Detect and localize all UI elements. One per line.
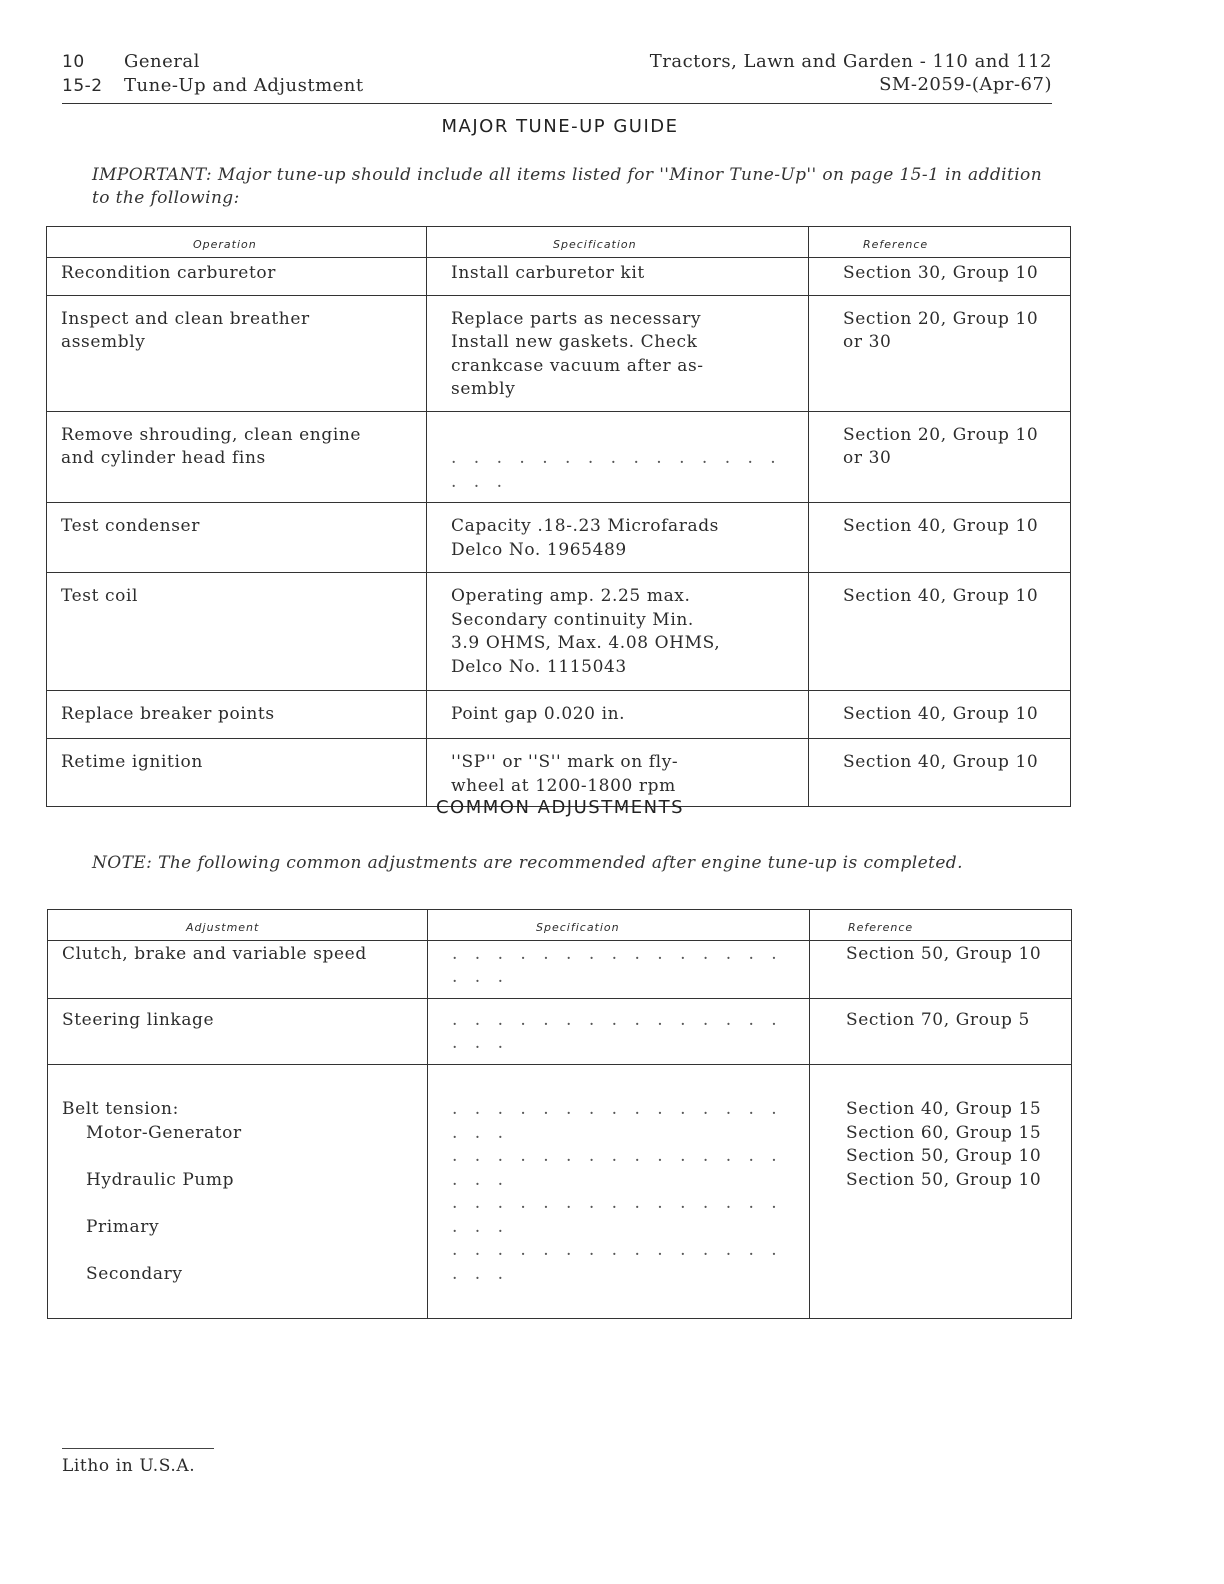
table-row [47, 411, 1071, 503]
specification-cell: Capacity .18-.23 Microfarads Delco No. 1965489 [427, 503, 809, 573]
belt-spec: . . . . . . . . . . . . . . . . . . [452, 1099, 783, 1143]
common-adjustments-note: NOTE: The following common adjustments are recommended after engine tune-up is completed. [92, 853, 963, 873]
section-name: General [124, 51, 200, 72]
specification-cell: Install carburetor kit [427, 257, 809, 295]
reference-cell [810, 1064, 1072, 1318]
table-row [47, 295, 1071, 411]
adjustment-cell [48, 1064, 428, 1318]
specification-cell: ''SP'' or ''S'' mark on fly- wheel at 1200-1800 rpm [427, 739, 809, 807]
specification-cell: Point gap 0.020 in. [427, 691, 809, 739]
reference-cell: Section 70, Group 5 [810, 998, 1072, 1064]
common-adjustments-table [47, 909, 1072, 1319]
belt-item: Motor-Generator [86, 1122, 242, 1143]
table-row [47, 573, 1071, 691]
header-line-1 [62, 50, 364, 74]
major-tuneup-title: MAJOR TUNE-UP GUIDE [441, 116, 679, 137]
column-header-reference: Reference [810, 910, 1072, 941]
belt-reference: Section 40, Group 15 [846, 1099, 1042, 1119]
reference-cell: Section 40, Group 10 [809, 739, 1071, 807]
table-row [47, 503, 1071, 573]
adjustment-cell: Clutch, brake and variable speed [48, 940, 428, 998]
operation-cell: Inspect and clean breather assembly [47, 295, 427, 411]
major-tuneup-note: IMPORTANT: Major tune-up should include all items listed for ''Minor Tune-Up'' on page 15-1 in addition to the following: [92, 165, 1043, 208]
column-header-specification: Specification [427, 227, 809, 258]
belt-item: Hydraulic Pump [86, 1169, 235, 1190]
header-line-2 [62, 74, 364, 98]
belt-spec: . . . . . . . . . . . . . . . . . . [452, 1193, 783, 1237]
operation-cell: Replace breaker points [47, 691, 427, 739]
operation-cell: Recondition carburetor [47, 257, 427, 295]
reference-cell: Section 20, Group 10 or 30 [809, 295, 1071, 411]
reference-cell: Section 40, Group 10 [809, 573, 1071, 691]
table-row [48, 940, 1072, 998]
major-tuneup-table [46, 226, 1071, 807]
operation-cell: Retime ignition [47, 739, 427, 807]
column-header-adjustment: Adjustment [48, 910, 428, 941]
belt-item: Primary [86, 1216, 160, 1237]
footer-rule [62, 1448, 214, 1449]
table-row [48, 1064, 1072, 1318]
adjustment-cell: Steering linkage [48, 998, 428, 1064]
reference-cell: Section 40, Group 10 [809, 691, 1071, 739]
specification-cell: . . . . . . . . . . . . . . . . . . [427, 411, 809, 503]
belt-tension-label: Belt tension: [62, 1099, 179, 1119]
footer-text: Litho in U.S.A. [62, 1456, 196, 1476]
table-row [47, 691, 1071, 739]
table-row [47, 257, 1071, 295]
page-header-left [62, 50, 364, 98]
reference-cell: Section 50, Group 10 [810, 940, 1072, 998]
header-rule [62, 103, 1052, 104]
specification-cell: . . . . . . . . . . . . . . . . . . [428, 940, 810, 998]
subsection-name: Tune-Up and Adjustment [124, 75, 364, 96]
operation-cell: Remove shrouding, clean engine and cylinder head fins [47, 411, 427, 503]
specification-cell: Operating amp. 2.25 max. Secondary continuity Min. 3.9 OHMS, Max. 4.08 OHMS, Delco No. 1115043 [427, 573, 809, 691]
belt-item: Secondary [86, 1263, 183, 1284]
manual-title: Tractors, Lawn and Garden - 110 and 112 [649, 51, 1052, 72]
column-header-operation: Operation [47, 227, 427, 258]
page-header-right [650, 50, 1052, 96]
operation-cell: Test condenser [47, 503, 427, 573]
belt-spec: . . . . . . . . . . . . . . . . . . [452, 1146, 783, 1190]
belt-spec: . . . . . . . . . . . . . . . . . . [452, 1240, 783, 1284]
column-header-reference: Reference [809, 227, 1071, 258]
specification-cell [428, 1064, 810, 1318]
specification-cell: Replace parts as necessary Install new gaskets. Check crankcase vacuum after as- sembly [427, 295, 809, 411]
column-header-specification: Specification [428, 910, 810, 941]
belt-reference: Section 50, Group 10 [846, 1169, 1042, 1190]
specification-cell: . . . . . . . . . . . . . . . . . . [428, 998, 810, 1064]
reference-cell: Section 40, Group 10 [809, 503, 1071, 573]
belt-reference: Section 50, Group 10 [846, 1146, 1042, 1166]
operation-cell: Test coil [47, 573, 427, 691]
belt-reference: Section 60, Group 15 [846, 1122, 1042, 1143]
page-number: 10 [62, 52, 85, 72]
manual-code: SM-2059-(Apr-67) [879, 74, 1052, 95]
table-row [48, 998, 1072, 1064]
reference-cell: Section 20, Group 10 or 30 [809, 411, 1071, 503]
reference-cell: Section 30, Group 10 [809, 257, 1071, 295]
table-header-row [47, 227, 1071, 258]
table-header-row [48, 910, 1072, 941]
common-adjustments-title: COMMON ADJUSTMENTS [435, 797, 685, 818]
subsection-number: 15-2 [62, 76, 103, 96]
